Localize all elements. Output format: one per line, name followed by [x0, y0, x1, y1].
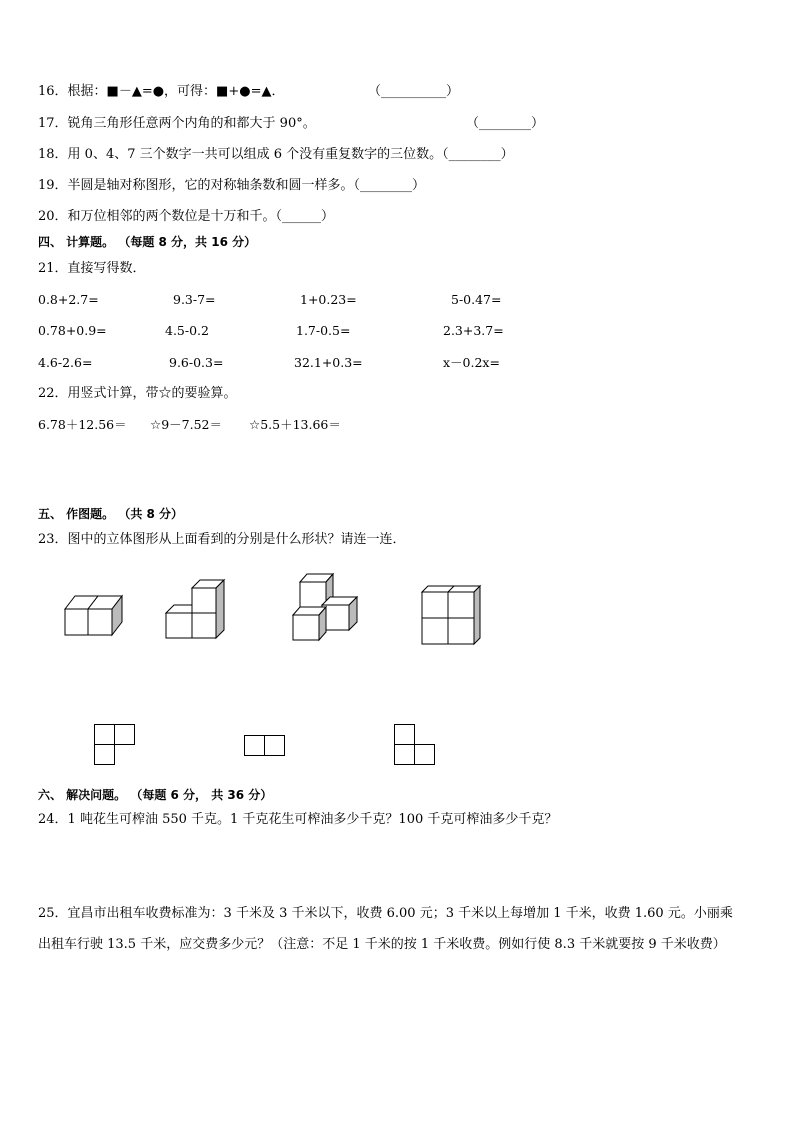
question-22-title: 22．用竖式计算，带☆的要验算。 — [38, 386, 237, 401]
question-19: 19．半圆是轴对称图形，它的对称轴条数和圆一样多。（________） — [38, 178, 426, 193]
question-24: 24．1 吨花生可榨油 550 千克。1 千克花生可榨油多少千克？100 千克可榨油多少千克？ — [38, 812, 558, 827]
calc-item: 9.6-0.3= — [169, 355, 224, 370]
question-21-title: 21．直接写得数． — [38, 261, 146, 276]
question-20: 20．和万位相邻的两个数位是十万和千。（______） — [38, 209, 335, 224]
calc-item: 5-0.47= — [451, 292, 502, 307]
answer-blank-20[interactable]: （______） — [275, 209, 335, 224]
cube-figure-4 — [420, 584, 490, 648]
calc-item: x－0.2x= — [443, 355, 500, 370]
calc-item: 2.3+3.7= — [443, 323, 504, 338]
calc-item: 0.8+2.7= — [38, 292, 99, 307]
vertical-calc-item: 6.78＋12.56＝ — [38, 417, 127, 432]
top-view-shape-2 — [244, 735, 286, 757]
vertical-calc-item: ☆9－7.52＝ — [150, 417, 222, 432]
answer-blank-19[interactable]: （________） — [353, 178, 426, 193]
section-heading-drawing: 五、 作图题。 （共 8 分） — [38, 507, 184, 521]
answer-blank-18[interactable]: （________） — [442, 147, 514, 162]
answer-blank-16[interactable]: （__________） — [368, 84, 460, 99]
cube-figure-1 — [60, 590, 130, 640]
vertical-calc-item: ☆5.5＋13.66＝ — [249, 417, 341, 432]
question-16: 16．根据：■－▲=●，可得：■+●=▲． — [38, 84, 285, 99]
cube-figure-2 — [162, 578, 232, 642]
calc-item: 1.7-0.5= — [296, 323, 351, 338]
question-17: 17．锐角三角形任意两个内角的和都大于 90°。 — [38, 116, 316, 131]
question-18: 18．用 0、4、7 三个数字一共可以组成 6 个没有重复数字的三位数。（________） — [38, 147, 514, 162]
calc-item: 4.6-2.6= — [38, 355, 93, 370]
question-23-title: 23．图中的立体图形从上面看到的分别是什么形状？请连一连． — [38, 532, 406, 547]
cube-figure-3 — [290, 572, 365, 644]
section-heading-calculation: 四、 计算题。 （每题 8 分，共 16 分） — [38, 235, 257, 249]
question-25-line-1: 25．宜昌市出租车收费标准为：3 千米及 3 千米以下，收费 6.00 元；3 千米以上每增加 1 千米，收费 1.60 元。小丽乘 — [38, 906, 733, 921]
calc-item: 0.78+0.9= — [38, 323, 107, 338]
answer-blank-17[interactable]: （________） — [466, 116, 545, 131]
calc-item: 4.5-0.2 — [165, 323, 209, 338]
top-view-shape-3 — [394, 724, 436, 766]
calc-item: 1+0.23= — [300, 292, 357, 307]
section-heading-problem-solving: 六、 解决问题。 （每题 6 分， 共 36 分） — [38, 788, 273, 802]
question-25-line-2: 出租车行驶 13.5 千米，应交费多少元？（注意：不足 1 千米的按 1 千米收费。例如行使 8.3 千米就要按 9 千米收费） — [38, 937, 726, 952]
top-view-shape-1 — [94, 724, 136, 766]
calc-item: 32.1+0.3= — [294, 355, 363, 370]
calc-item: 9.3-7= — [173, 292, 216, 307]
